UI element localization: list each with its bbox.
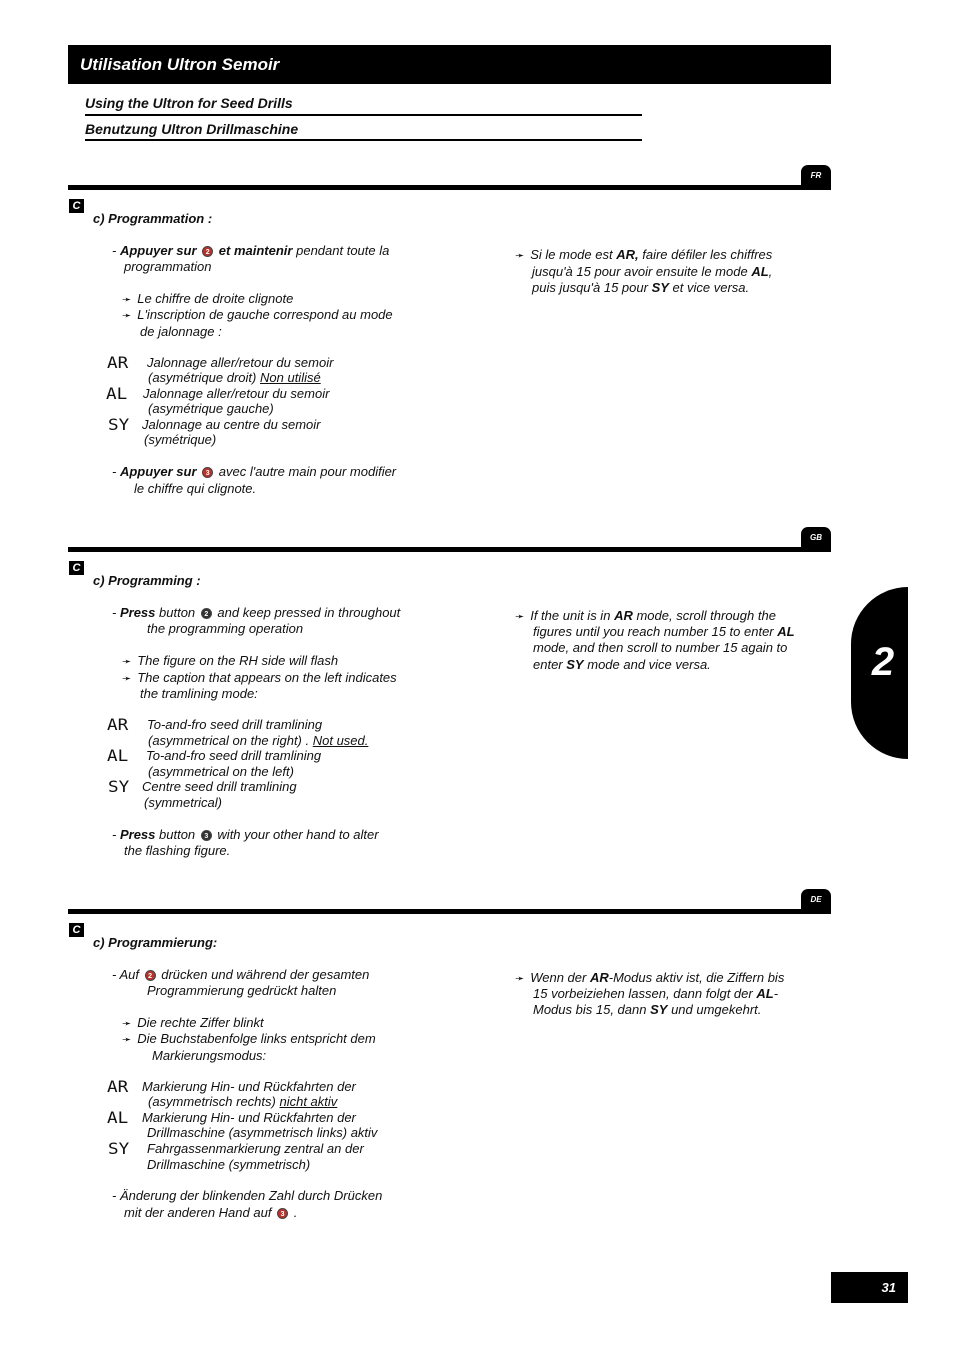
page-title: Utilisation Ultron Semoir	[68, 45, 831, 84]
de-code-al: AL	[107, 1108, 129, 1127]
gb-ar-line1: To-and-fro seed drill tramlining	[147, 717, 323, 732]
subtitle-en: Using the Ultron for Seed Drills	[85, 95, 293, 111]
gb-right-line2: figures until you reach number 15 to enter AL	[533, 624, 795, 639]
fr-step2-line1: - Appuyer sur 3 avec l'autre main pour modifier	[112, 464, 397, 479]
lang-badge-gb: GB	[801, 527, 831, 551]
gb-bullet2-cont: the tramlining mode:	[140, 686, 258, 701]
de-al-line2: Drillmaschine (asymmetrisch links) aktiv	[147, 1125, 378, 1140]
subtitle-de-underline	[85, 139, 642, 141]
fr-bullet1: ➛ Le chiffre de droite clignote	[122, 291, 294, 306]
arrow-icon: ➛	[122, 310, 132, 322]
fr-al-line1: Jalonnage aller/retour du semoir	[143, 386, 330, 401]
subtitle-de: Benutzung Ultron Drillmaschine	[85, 121, 299, 137]
chapter-number: 2	[871, 640, 895, 684]
lang-badge-fr: FR	[801, 165, 831, 189]
arrow-icon: ➛	[515, 250, 525, 262]
de-step1-line1: - Auf 2 drücken und während der gesamten	[112, 967, 370, 982]
arrow-icon: ➛	[122, 294, 132, 306]
de-bullet2-cont: Markierungsmodus:	[152, 1048, 267, 1063]
fr-bullet2-cont: de jalonnage :	[140, 324, 222, 339]
de-sy-line2: Drillmaschine (symmetrisch)	[147, 1157, 311, 1172]
arrow-icon: ➛	[122, 1018, 132, 1030]
de-code-sy: SY	[108, 1139, 130, 1158]
fr-step1-line1: - Appuyer sur 2 et maintenir pendant toute la	[112, 243, 390, 258]
button-2-icon: 2	[202, 246, 213, 257]
fr-right-line1: ➛ Si le mode est AR, faire défiler les chiffres	[515, 247, 773, 262]
de-right-line3: Modus bis 15, dann SY und umgekehrt.	[533, 1002, 762, 1017]
de-step2-line2: mit der anderen Hand auf 3 .	[124, 1205, 298, 1220]
section-rule-gb	[68, 547, 831, 552]
gb-bullet1: ➛ The figure on the RH side will flash	[122, 653, 339, 668]
gb-step1-line2: the programming operation	[147, 621, 304, 636]
heading-fr: c) Programmation :	[93, 211, 213, 226]
fr-code-ar: AR	[107, 353, 129, 372]
arrow-icon: ➛	[515, 611, 525, 623]
de-sy-line1: Fahrgassenmarkierung zentral an der	[147, 1141, 364, 1156]
arrow-icon: ➛	[122, 656, 132, 668]
gb-step2-line1: - Press button 3 with your other hand to alter	[112, 827, 379, 842]
de-right-line1: ➛ Wenn der AR-Modus aktiv ist, die Ziffern bis	[515, 970, 785, 985]
de-ar-line1: Markierung Hin- und Rückfahrten der	[142, 1079, 356, 1094]
button-2-icon: 2	[145, 970, 156, 981]
gb-right-line3: mode, and then scroll to number 15 again to	[533, 640, 788, 655]
gb-right-line1: ➛ If the unit is in AR mode, scroll through the	[515, 608, 776, 623]
de-step2-line1: - Änderung der blinkenden Zahl durch Drücken	[112, 1188, 383, 1203]
de-bullet1: ➛ Die rechte Ziffer blinkt	[122, 1015, 264, 1030]
gb-step2-line2: the flashing figure.	[124, 843, 231, 858]
button-3-icon: 3	[201, 830, 212, 841]
section-rule-fr	[68, 185, 831, 190]
de-right-line2: 15 vorbeiziehen lassen, dann folgt der AL-	[533, 986, 779, 1001]
page-number: 31	[831, 1272, 908, 1303]
de-ar-line2: (asymmetrisch rechts) nicht aktiv	[148, 1094, 338, 1109]
de-bullet2: ➛ Die Buchstabenfolge links entspricht dem	[122, 1031, 376, 1046]
gb-right-line4: enter SY mode and vice versa.	[533, 657, 711, 672]
section-badge-gb: C	[69, 561, 84, 575]
section-rule-de	[68, 909, 831, 914]
gb-al-line2: (asymmetrical on the left)	[148, 764, 294, 779]
fr-step2-line2: le chiffre qui clignote.	[134, 481, 257, 496]
lang-badge-de: DE	[801, 889, 831, 913]
gb-sy-line1: Centre seed drill tramlining	[142, 779, 297, 794]
subtitle-en-underline	[85, 114, 642, 116]
fr-right-line2: jusqu'à 15 pour avoir ensuite le mode AL,	[532, 264, 773, 279]
heading-de: c) Programmierung:	[93, 935, 218, 950]
fr-right-line3: puis jusqu'à 15 pour SY et vice versa.	[532, 280, 750, 295]
de-code-ar: AR	[107, 1077, 129, 1096]
gb-ar-line2: (asymmetrical on the right) . Not used.	[148, 733, 369, 748]
fr-al-line2: (asymétrique gauche)	[148, 401, 274, 416]
gb-bullet2: ➛ The caption that appears on the left indicates	[122, 670, 397, 685]
button-3-icon: 3	[277, 1208, 288, 1219]
button-2-icon: 2	[201, 608, 212, 619]
fr-ar-line2: (asymétrique droit) Non utilisé	[148, 370, 321, 385]
fr-sy-line1: Jalonnage au centre du semoir	[142, 417, 321, 432]
fr-code-al: AL	[106, 384, 128, 403]
gb-code-sy: SY	[108, 777, 130, 796]
fr-ar-line1: Jalonnage aller/retour du semoir	[147, 355, 334, 370]
fr-sy-line2: (symétrique)	[144, 432, 217, 447]
gb-code-ar: AR	[107, 715, 129, 734]
section-badge-fr: C	[69, 199, 84, 213]
gb-step1-line1: - Press button 2 and keep pressed in throughout	[112, 605, 401, 620]
gb-sy-line2: (symmetrical)	[144, 795, 222, 810]
de-step1-line2: Programmierung gedrückt halten	[147, 983, 337, 998]
gb-code-al: AL	[107, 746, 129, 765]
arrow-icon: ➛	[122, 1034, 132, 1046]
de-al-line1: Markierung Hin- und Rückfahrten der	[142, 1110, 356, 1125]
fr-code-sy: SY	[108, 415, 130, 434]
heading-gb: c) Programming :	[93, 573, 201, 588]
arrow-icon: ➛	[515, 973, 525, 985]
arrow-icon: ➛	[122, 673, 132, 685]
button-3-icon: 3	[202, 467, 213, 478]
section-badge-de: C	[69, 923, 84, 937]
fr-bullet2: ➛ L'inscription de gauche correspond au mode	[122, 307, 393, 322]
gb-al-line1: To-and-fro seed drill tramlining	[146, 748, 322, 763]
fr-step1-line2: programmation	[124, 259, 212, 274]
